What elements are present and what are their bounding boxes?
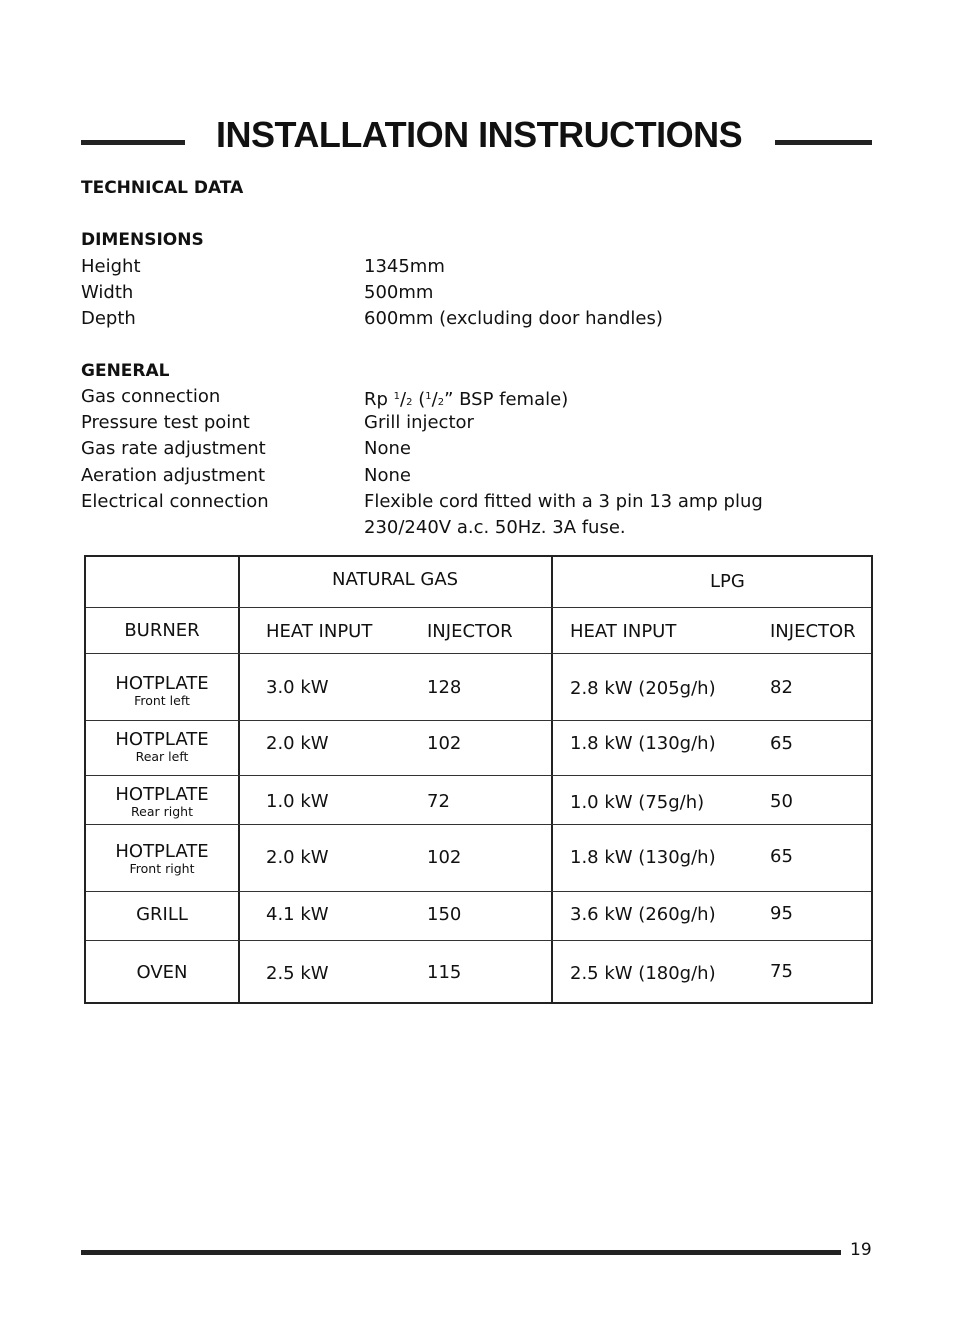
burner-position: Rear right [131, 804, 193, 819]
burner-position: Front left [134, 693, 190, 708]
lpg-heat-input: 1.8 kW (130g/h) [570, 733, 716, 754]
fraction-numerator: 1 [393, 391, 401, 402]
ng-heat-input: 2.0 kW [266, 847, 329, 868]
lpg-injector-header: INJECTOR [770, 621, 856, 642]
gas-data-table [84, 555, 873, 1004]
title-rule-left [81, 140, 185, 145]
ng-injector: 150 [427, 904, 462, 925]
ng-injector: 115 [427, 962, 462, 983]
column-header-label: BURNER [124, 620, 200, 641]
burner-name: OVEN [136, 962, 188, 983]
spec-value: None [364, 438, 411, 459]
gas-connection-prefix: Rp [364, 389, 394, 410]
fraction-denominator: 2 [406, 397, 413, 408]
spec-value: 1345mm [364, 256, 445, 277]
burner-name: HOTPLATE [115, 784, 209, 805]
lpg-injector: 65 [770, 733, 793, 754]
gas-connection-suffix: ” BSP female) [444, 389, 569, 410]
burner-name: HOTPLATE [115, 729, 209, 750]
ng-heat-input: 3.0 kW [266, 677, 329, 698]
table-row-burner [86, 730, 238, 764]
ng-injector: 72 [427, 791, 450, 812]
ng-heat-input-header: HEAT INPUT [266, 621, 373, 642]
page-title: INSTALLATION INSTRUCTIONS [216, 114, 743, 155]
spec-label: Depth [81, 308, 136, 329]
title-rule-right [775, 140, 872, 145]
fraction-numerator: 1 [425, 391, 432, 402]
lpg-heat-input-header: HEAT INPUT [570, 621, 677, 642]
gas-connection-value: Rp $^1$/2 ($^1$/2” BSP female) [364, 389, 569, 410]
table-divider [551, 557, 553, 1002]
table-rule [86, 940, 871, 941]
table-rule [86, 653, 871, 654]
spec-value: 600mm (excluding door handles) [364, 308, 663, 329]
spec-label: Electrical connection [81, 491, 269, 512]
lpg-heat-input: 3.6 kW (260g/h) [570, 904, 716, 925]
spec-value: 500mm [364, 282, 434, 303]
lpg-heat-input: 1.8 kW (130g/h) [570, 847, 716, 868]
general-heading: GENERAL [81, 361, 170, 381]
footer-rule [81, 1250, 841, 1255]
ng-injector: 102 [427, 733, 462, 754]
spec-label: Width [81, 282, 134, 303]
burner-column-header [86, 621, 238, 641]
table-divider [238, 557, 240, 1002]
table-rule [86, 720, 871, 721]
ng-injector-header: INJECTOR [427, 621, 513, 642]
spec-value: Flexible cord fitted with a 3 pin 13 amp plug [364, 491, 763, 512]
section-heading: TECHNICAL DATA [81, 178, 244, 198]
table-row-burner [86, 674, 238, 708]
spec-value: None [364, 465, 411, 486]
table-rule [86, 607, 871, 608]
fraction-denominator: 2 [437, 397, 445, 408]
lpg-heat-input: 1.0 kW (75g/h) [570, 792, 705, 813]
spec-label: Height [81, 256, 141, 277]
lpg-injector: 95 [770, 903, 793, 924]
ng-heat-input: 2.5 kW [266, 963, 329, 984]
lpg-heat-input: 2.8 kW (205g/h) [570, 678, 716, 699]
lpg-injector: 75 [770, 961, 793, 982]
ng-heat-input: 1.0 kW [266, 791, 329, 812]
table-row-burner [86, 905, 238, 925]
dimensions-heading: DIMENSIONS [81, 230, 204, 250]
gas-connection-mid: ( [412, 389, 426, 410]
burner-position: Rear left [135, 749, 189, 764]
table-rule [86, 891, 871, 892]
ng-injector: 128 [427, 677, 462, 698]
burner-name: GRILL [136, 904, 188, 925]
burner-name: HOTPLATE [115, 841, 209, 862]
table-row-burner [86, 785, 238, 819]
spec-label: Aeration adjustment [81, 465, 266, 486]
lpg-injector: 65 [770, 846, 793, 867]
lpg-heat-input: 2.5 kW (180g/h) [570, 963, 716, 984]
burner-position: Front right [129, 861, 195, 876]
ng-heat-input: 2.0 kW [266, 733, 329, 754]
ng-injector: 102 [427, 847, 462, 868]
spec-value: Grill injector [364, 412, 474, 433]
spec-value: 230/240V a.c. 50Hz. 3A fuse. [364, 517, 626, 538]
lpg-injector: 82 [770, 677, 793, 698]
natural-gas-header: NATURAL GAS [332, 569, 459, 590]
spec-label: Gas rate adjustment [81, 438, 266, 459]
page-number: 19 [850, 1240, 872, 1260]
spec-label: Gas connection [81, 386, 221, 407]
title-row [81, 112, 872, 158]
table-row-burner [86, 963, 238, 983]
lpg-injector: 50 [770, 791, 793, 812]
table-rule [86, 824, 871, 825]
spec-label: Pressure test point [81, 412, 250, 433]
table-rule [86, 775, 871, 776]
burner-name: HOTPLATE [115, 673, 209, 694]
table-row-burner [86, 842, 238, 876]
ng-heat-input: 4.1 kW [266, 904, 329, 925]
lpg-header: LPG [710, 571, 745, 592]
